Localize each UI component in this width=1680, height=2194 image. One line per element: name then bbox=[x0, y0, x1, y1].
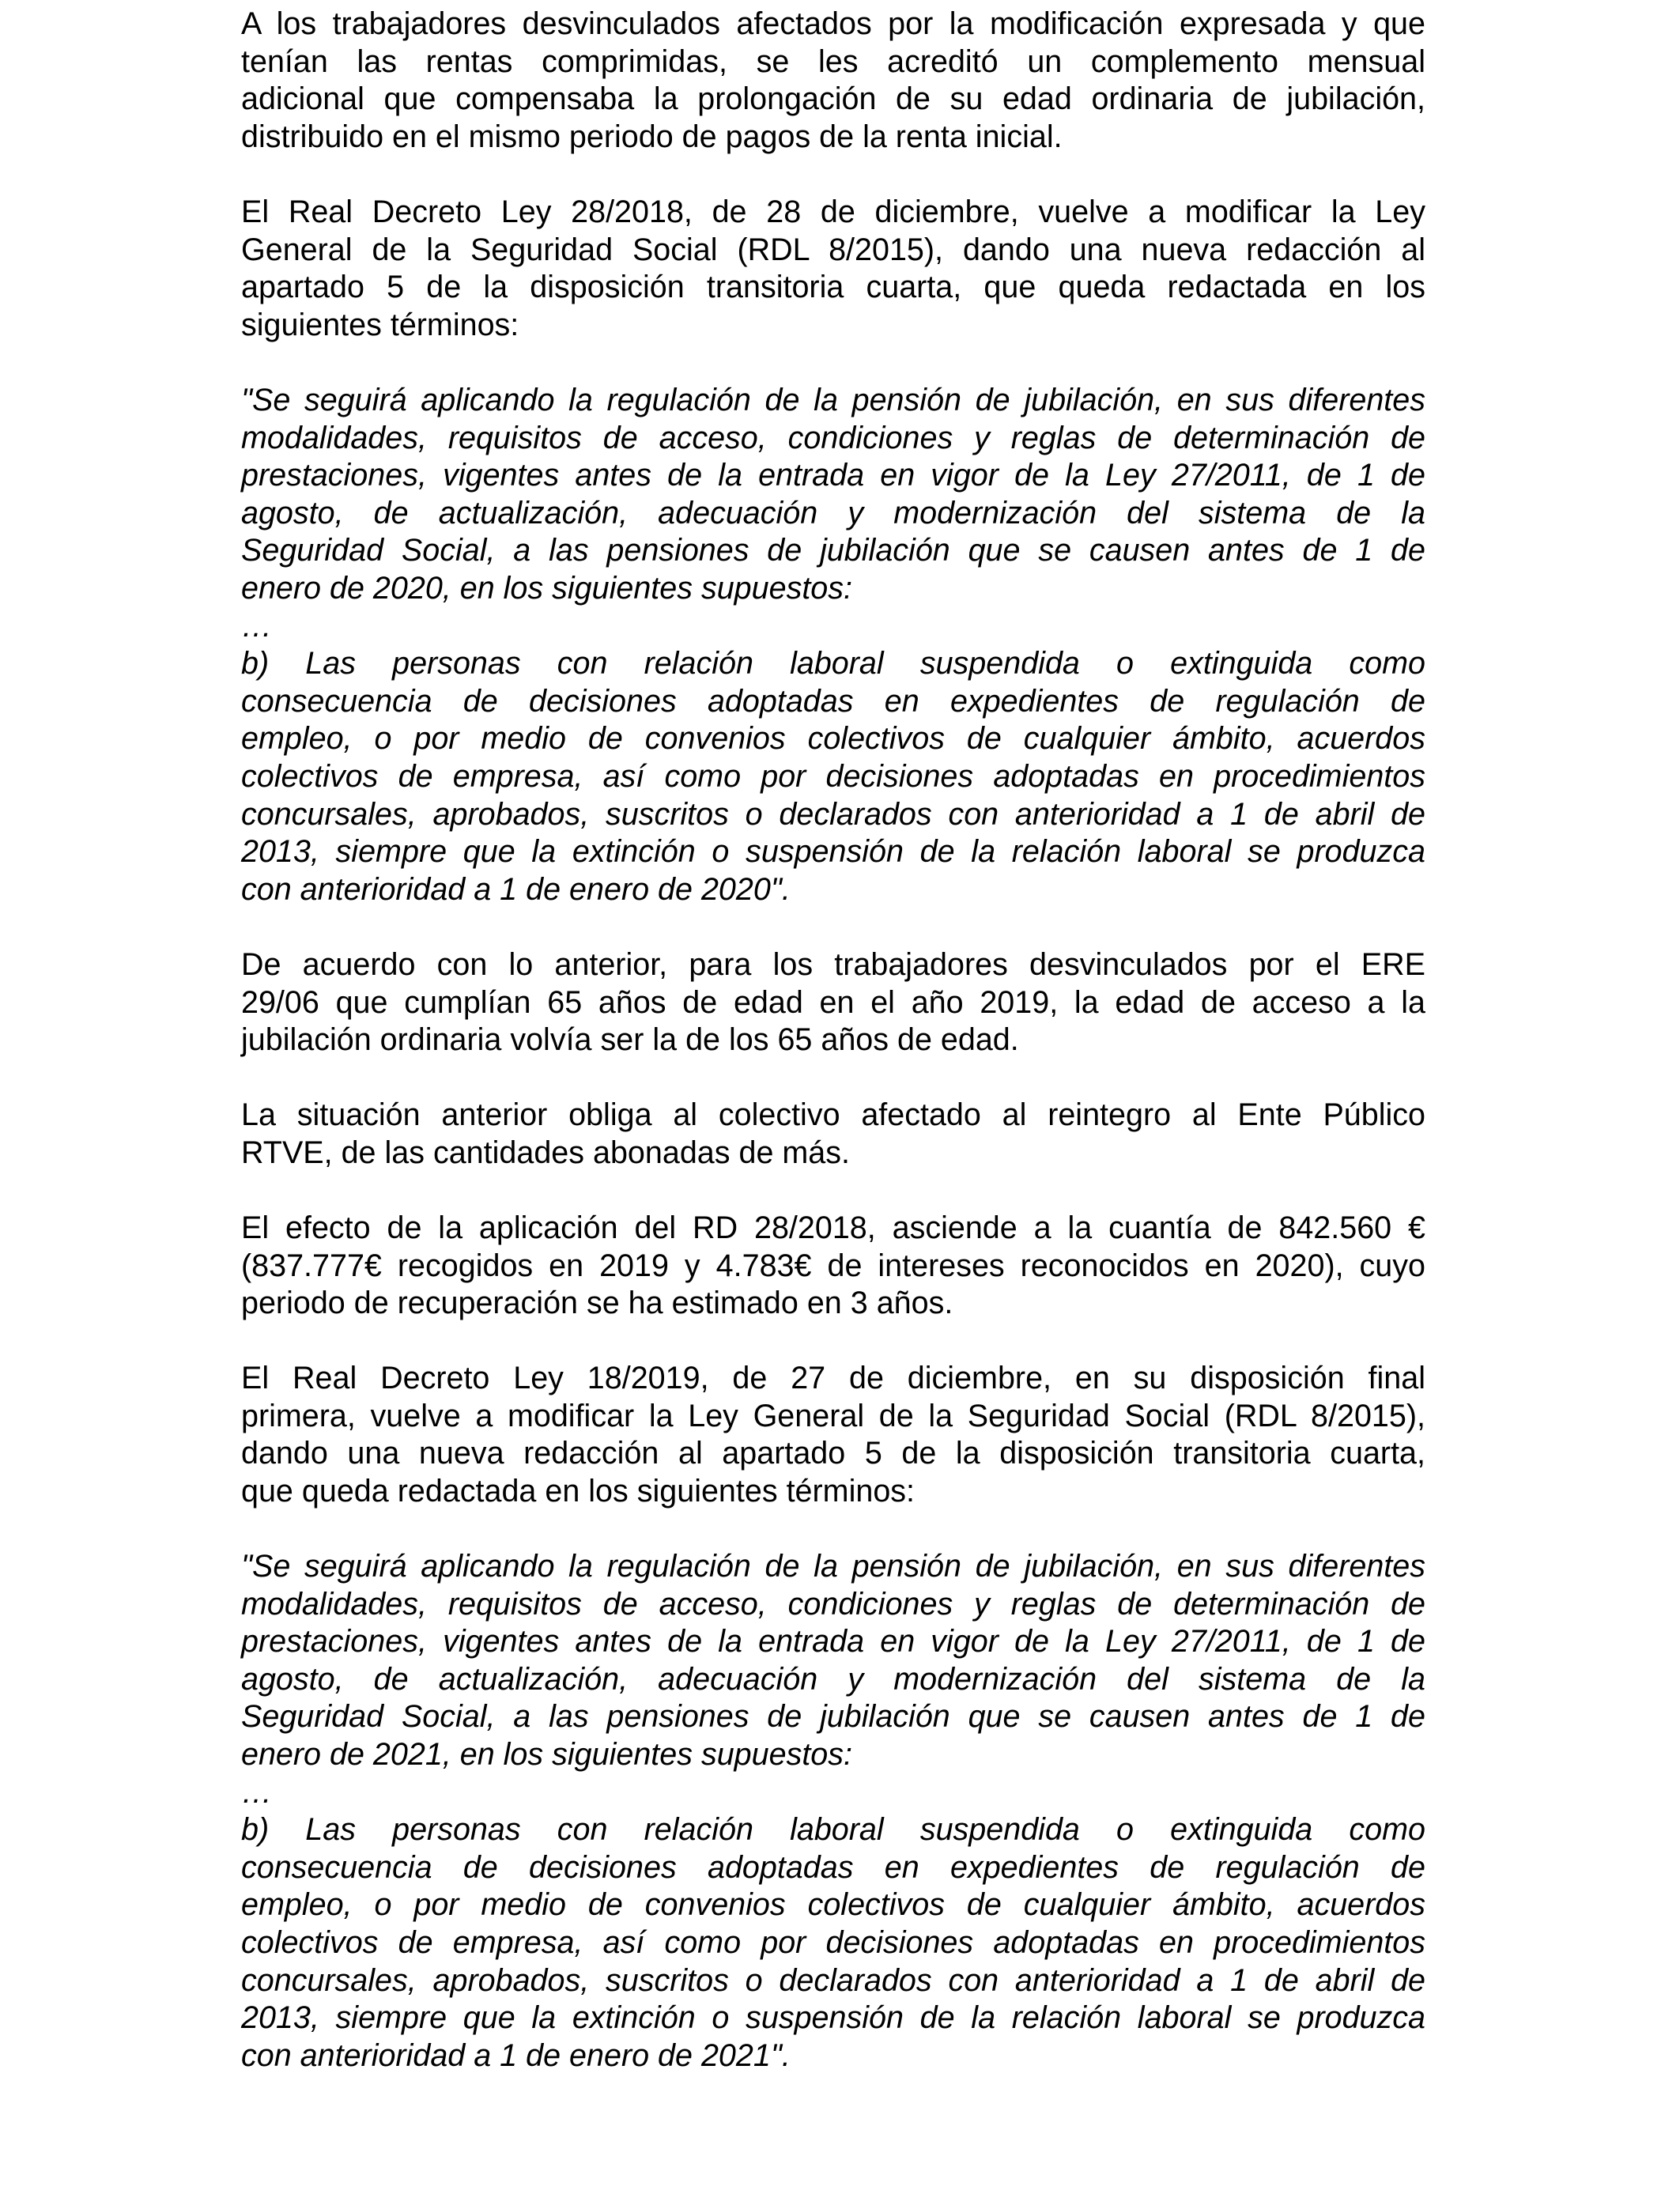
ellipsis-line: … bbox=[241, 608, 273, 644]
text-line: distribuido en el mismo periodo de pagos de la renta inicial. bbox=[241, 119, 1063, 154]
text-line: adicional que compensaba la prolongación de su edad ordinaria de jubilación, bbox=[241, 81, 1425, 117]
ellipsis-line: … bbox=[241, 1774, 273, 1810]
document-page bbox=[241, 0, 1425, 2194]
text-line: tenían las rentas comprimidas, se les acreditó un complemento mensual bbox=[241, 43, 1425, 79]
text-line: Seguridad Social, a las pensiones de jubilación que se causen antes de 1 de bbox=[241, 533, 1425, 568]
text-line: b) Las personas con relación laboral suspendida o extinguida como bbox=[241, 646, 1425, 682]
paragraph-rdl-18-2019 bbox=[241, 1360, 1425, 1510]
text-line: jubilación ordinaria volvía ser la de los 65 años de edad. bbox=[241, 1022, 1019, 1058]
text-line: Seguridad Social, a las pensiones de jubilación que se causen antes de 1 de bbox=[241, 1699, 1425, 1735]
text-line: agosto, de actualización, adecuación y modernización del sistema de la bbox=[241, 495, 1425, 531]
text-line: con anterioridad a 1 de enero de 2020". bbox=[241, 871, 791, 907]
text-line: 2013, siempre que la extinción o suspensión de la relación laboral se produzca bbox=[241, 2000, 1425, 2036]
text-line: colectivos de empresa, así como por decisiones adoptadas en procedimientos bbox=[241, 1924, 1425, 1960]
text-line: enero de 2021, en los siguientes supuestos: bbox=[241, 1736, 852, 1772]
text-line: con anterioridad a 1 de enero de 2021". bbox=[241, 2037, 791, 2073]
paragraph-ere-29-06 bbox=[241, 946, 1425, 1059]
text-line: siguientes términos: bbox=[241, 307, 519, 342]
text-line: 2013, siempre que la extinción o suspensión de la relación laboral se produzca bbox=[241, 834, 1425, 870]
text-line: colectivos de empresa, así como por decisiones adoptadas en procedimientos bbox=[241, 758, 1425, 794]
text-line: primera, vuelve a modificar la Ley General de la Seguridad Social (RDL 8/2015), bbox=[241, 1398, 1425, 1433]
text-line: agosto, de actualización, adecuación y modernización del sistema de la bbox=[241, 1661, 1425, 1697]
paragraph-efecto-rd bbox=[241, 1210, 1425, 1323]
text-line: empleo, o por medio de convenios colectivos de cualquier ámbito, acuerdos bbox=[241, 721, 1425, 757]
text-line: empleo, o por medio de convenios colectivos de cualquier ámbito, acuerdos bbox=[241, 1887, 1425, 1923]
text-line: modalidades, requisitos de acceso, condiciones y reglas de determinación de bbox=[241, 1586, 1425, 1622]
text-line: 29/06 que cumplían 65 años de edad en el año 2019, la edad de acceso a la bbox=[241, 984, 1425, 1020]
text-line: modalidades, requisitos de acceso, condiciones y reglas de determinación de bbox=[241, 420, 1425, 455]
paragraph-rdl-28-2018 bbox=[241, 194, 1425, 344]
text-line: enero de 2020, en los siguientes supuestos: bbox=[241, 570, 852, 606]
paragraph-complemento-mensual bbox=[241, 6, 1425, 156]
text-line: b) Las personas con relación laboral suspendida o extinguida como bbox=[241, 1812, 1425, 1848]
text-line: (837.777€ recogidos en 2019 y 4.783€ de intereses reconocidos en 2020), cuyo bbox=[241, 1248, 1425, 1283]
text-line: prestaciones, vigentes antes de la entrada en vigor de la Ley 27/2011, de 1 de bbox=[241, 458, 1425, 493]
text-line: A los trabajadores desvinculados afectados por la modificación expresada y que bbox=[241, 6, 1425, 41]
text-line: dando una nueva redacción al apartado 5 de la disposición transitoria cuarta, bbox=[241, 1436, 1425, 1471]
text-line: General de la Seguridad Social (RDL 8/2015), dando una nueva redacción al bbox=[241, 232, 1425, 267]
text-line: El efecto de la aplicación del RD 28/2018, asciende a la cuantía de 842.560 € bbox=[241, 1210, 1425, 1245]
text-line: El Real Decreto Ley 28/2018, de 28 de diciembre, vuelve a modificar la Ley bbox=[241, 194, 1425, 229]
text-line: La situación anterior obliga al colectivo afectado al reintegro al Ente Público bbox=[241, 1097, 1425, 1132]
text-line: De acuerdo con lo anterior, para los trabajadores desvinculados por el ERE bbox=[241, 947, 1425, 982]
text-line: consecuencia de decisiones adoptadas en expedientes de regulación de bbox=[241, 1849, 1425, 1885]
text-line: El Real Decreto Ley 18/2019, de 27 de diciembre, en su disposición final bbox=[241, 1361, 1425, 1395]
quote-regulacion-2020 bbox=[241, 382, 1425, 908]
paragraph-reintegro bbox=[241, 1097, 1425, 1172]
text-line: concursales, aprobados, suscritos o declarados con anterioridad a 1 de abril de bbox=[241, 796, 1425, 832]
text-line: que queda redactada en los siguientes términos: bbox=[241, 1473, 916, 1509]
text-line: apartado 5 de la disposición transitoria cuarta, que queda redactada en los bbox=[241, 270, 1425, 305]
text-line: periodo de recuperación se ha estimado en 3 años. bbox=[241, 1286, 953, 1321]
quote-regulacion-2021 bbox=[241, 1548, 1425, 2075]
text-line: RTVE, de las cantidades abonadas de más. bbox=[241, 1135, 850, 1170]
text-line: "Se seguirá aplicando la regulación de la pensión de jubilación, en sus diferentes bbox=[241, 1549, 1425, 1584]
text-line: prestaciones, vigentes antes de la entrada en vigor de la Ley 27/2011, de 1 de bbox=[241, 1624, 1425, 1660]
text-line: "Se seguirá aplicando la regulación de la pensión de jubilación, en sus diferentes bbox=[241, 383, 1425, 417]
text-line: consecuencia de decisiones adoptadas en expedientes de regulación de bbox=[241, 683, 1425, 719]
text-line: concursales, aprobados, suscritos o declarados con anterioridad a 1 de abril de bbox=[241, 1962, 1425, 1998]
